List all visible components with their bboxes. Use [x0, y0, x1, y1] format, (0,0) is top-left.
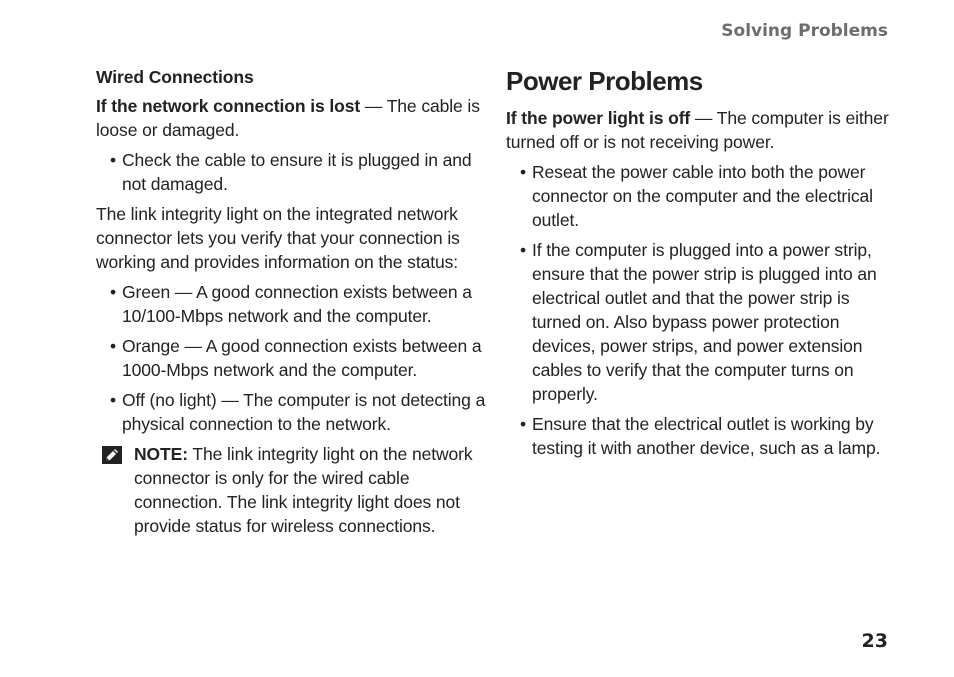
page-number: 23 — [861, 630, 888, 652]
list-item-text: Green — A good connection exists between a 10/100-Mbps network and the computer. — [122, 282, 472, 326]
left-column — [96, 66, 486, 538]
bullet-dot: • — [520, 414, 527, 434]
link-integrity-paragraph: The link integrity light on the integrated network connector lets you verify that your connection is working and provides information on the status: — [96, 204, 460, 272]
bullet-dot: • — [110, 336, 117, 356]
note-text: The link integrity light on the network connector is only for the wired cable connection. The link integrity light does not provide status for wireless connections. — [134, 444, 473, 536]
list-item — [96, 280, 486, 328]
list-item — [506, 412, 891, 460]
list-item — [506, 160, 891, 232]
bullet-dot: • — [110, 150, 117, 170]
power-light-paragraph — [506, 106, 891, 154]
note-label: NOTE: — [134, 444, 188, 464]
cable-check-list — [96, 148, 486, 196]
power-steps-list — [506, 160, 891, 460]
list-item — [96, 388, 486, 436]
power-light-label: If the power light is off — [506, 108, 691, 128]
running-header: Solving Problems — [721, 21, 888, 41]
note-pencil-icon — [102, 446, 122, 464]
list-item-text: Reseat the power cable into both the power connector on the computer and the electrical outlet. — [532, 162, 873, 230]
right-column — [506, 66, 891, 466]
status-list — [96, 280, 486, 436]
bullet-dot: • — [520, 162, 527, 182]
list-item-text: If the computer is plugged into a power strip, ensure that the power strip is plugged into an electrical outlet and that the power strip is turned on. Also bypass power protection devices, power strips, and power extension cables to verify that the computer turns on properly. — [532, 240, 877, 404]
power-problems-title: Power Problems — [506, 66, 703, 96]
wired-connections-heading: Wired Connections — [96, 67, 254, 87]
list-item-text: Off (no light) — The computer is not detecting a physical connection to the network. — [122, 390, 486, 434]
power-light-text: — The computer is either turned off or is not receiving power. — [506, 108, 889, 152]
bullet-dot: • — [110, 390, 117, 410]
note-block — [96, 442, 486, 538]
list-item — [96, 334, 486, 382]
list-item — [506, 238, 891, 406]
list-item-text: Orange — A good connection exists between a 1000-Mbps network and the computer. — [122, 336, 482, 380]
list-item-text: Check the cable to ensure it is plugged in and not damaged. — [122, 150, 472, 194]
network-lost-text: — The cable is loose or damaged. — [96, 96, 480, 140]
list-item-text: Ensure that the electrical outlet is working by testing it with another device, such as a lamp. — [532, 414, 881, 458]
list-item — [96, 148, 486, 196]
network-lost-label: If the network connection is lost — [96, 96, 361, 116]
network-lost-paragraph — [96, 94, 486, 142]
bullet-dot: • — [520, 240, 527, 260]
bullet-dot: • — [110, 282, 117, 302]
